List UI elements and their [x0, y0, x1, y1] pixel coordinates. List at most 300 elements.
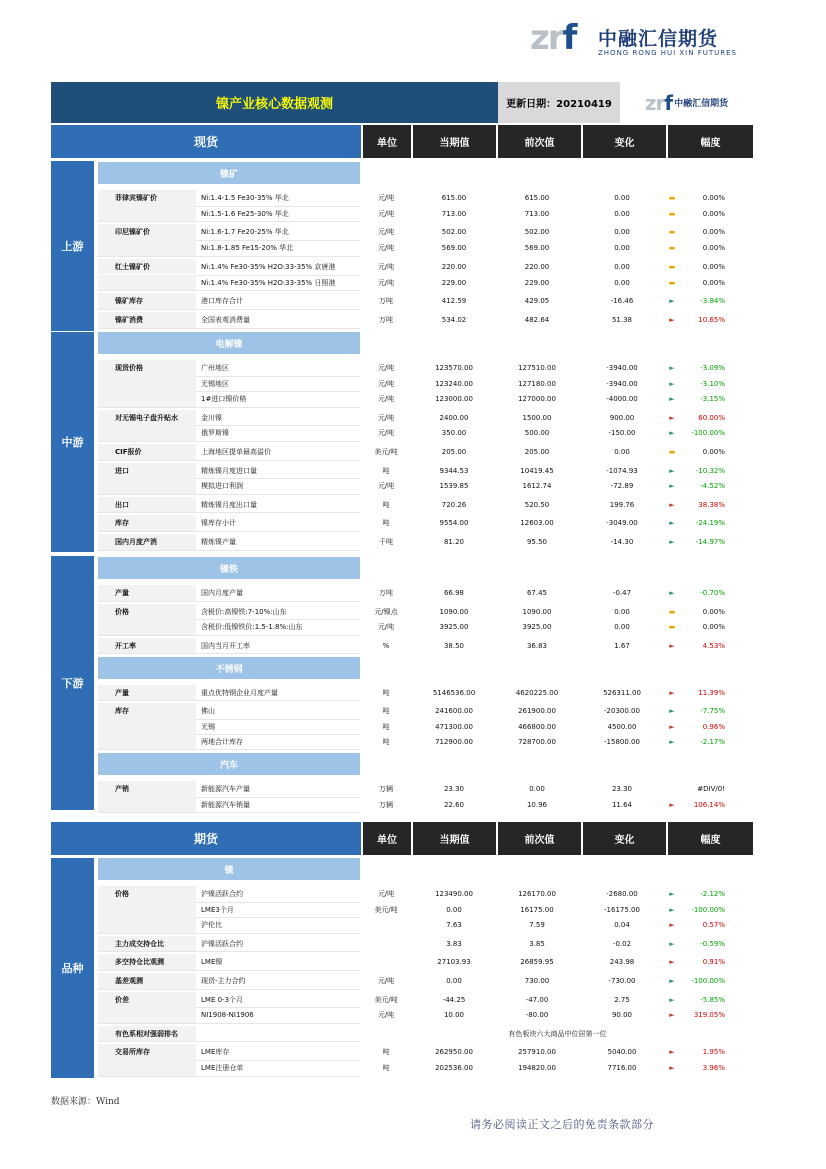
row-change: -3049.00 [606, 519, 638, 528]
unit-header: 单位 [363, 125, 411, 158]
subsection-header: 汽车 [98, 753, 360, 775]
table-row [98, 955, 753, 970]
row-current-value: 1539.85 [439, 482, 469, 491]
down-flag-icon: ► [669, 364, 675, 372]
row-previous-value: -47.00 [525, 995, 549, 1004]
row-change: -15800.00 [604, 737, 640, 746]
row-current-value: 0.00 [446, 905, 462, 914]
table-row [98, 479, 753, 494]
row-current-value: 3925.00 [439, 623, 469, 631]
row-label: 价差 [115, 995, 129, 1004]
table-row [98, 225, 753, 240]
row-label: 印尼镍矿价 [115, 228, 150, 237]
row-current-value: 1090.00 [439, 607, 469, 616]
table-row [98, 798, 753, 813]
row-change: -0.02 [612, 939, 632, 948]
row-item: 沪镍活跃合约 [201, 890, 243, 898]
section-title: 期货 [51, 822, 361, 855]
down-flag-icon: ► [669, 429, 675, 438]
row-current-value: 712900.00 [435, 737, 473, 746]
up-flag-icon: ► [669, 921, 675, 930]
row-item: 广州地区 [201, 364, 229, 372]
row-current-value: 229.00 [441, 278, 467, 287]
row-current-value: 10.00 [443, 1011, 465, 1020]
down-flag-icon: ► [669, 707, 675, 716]
row-current-value: 534.02 [441, 315, 467, 324]
row-unit: 万吨 [379, 589, 393, 597]
down-flag-icon: ► [669, 538, 675, 546]
down-flag-icon: ► [669, 589, 675, 597]
table-row [98, 918, 753, 933]
row-label: 进口 [115, 466, 129, 475]
row-change-pct: 11.39% [698, 689, 725, 697]
table-row [98, 294, 753, 309]
data-source: 数据来源：Wind [51, 1097, 120, 1107]
row-unit: 吨 [382, 722, 390, 731]
row-current-value: 615.00 [441, 194, 467, 202]
row-unit: 元/吨 [377, 623, 395, 631]
row-unit: 元/吨 [377, 890, 395, 898]
flat-marker-icon: ▬ [668, 244, 676, 253]
row-change: 0.00 [614, 607, 630, 616]
row-change-pct: -100.00% [691, 905, 725, 914]
row-previous-value: 36.83 [526, 641, 548, 650]
row-unit: 吨 [382, 737, 390, 746]
row-current-value: 350.00 [441, 429, 467, 438]
row-previous-value: 0.00 [529, 785, 545, 793]
row-change: 4500.00 [607, 722, 637, 731]
row-previous-value: 7.59 [529, 921, 545, 930]
up-flag-icon: ► [669, 315, 675, 324]
flat-marker-icon: ▬ [668, 448, 676, 456]
row-unit [362, 955, 410, 970]
row-label: 对无锡电子盘升贴水 [115, 413, 178, 422]
row-item: 沪伦比 [201, 921, 222, 930]
up-flag-icon: ► [669, 958, 675, 967]
up-flag-icon: ► [669, 413, 675, 422]
down-flag-icon: ► [669, 379, 675, 388]
table-row [98, 720, 753, 735]
row-unit: 元/吨 [377, 278, 395, 287]
table-row [98, 498, 753, 513]
table-row [98, 1061, 753, 1076]
mini-logo-cn: 中融汇信期货 [674, 99, 729, 109]
row-change: 0.00 [614, 262, 630, 271]
row-item: LME库存 [201, 1048, 230, 1057]
flat-marker-icon: ▬ [668, 228, 676, 237]
row-current-value: 7.63 [446, 921, 462, 930]
row-current-value: -44.25 [442, 995, 466, 1004]
change-header: 变化 [583, 125, 666, 158]
group-label-1: 中游 [51, 332, 94, 552]
down-flag-icon: ► [669, 995, 675, 1004]
row-item: 无锡 [201, 722, 215, 731]
row-change: 243.98 [609, 958, 635, 967]
row-item: 无锡地区 [201, 379, 229, 388]
row-previous-value: 16175.00 [520, 905, 554, 914]
row-current-value: 123000.00 [435, 395, 473, 404]
down-flag-icon: ► [669, 395, 675, 404]
row-previous-value: 229.00 [524, 278, 550, 287]
down-flag-icon: ► [669, 939, 675, 948]
row-change: -16.46 [610, 297, 634, 306]
row-change-pct: -4.52% [700, 482, 725, 491]
row-previous-value: 1090.00 [522, 607, 552, 616]
row-label: 开工率 [115, 641, 136, 650]
row-item: 精炼镍产量 [201, 538, 236, 546]
row-previous-value: 730.00 [524, 977, 550, 985]
row-change: 0.00 [614, 228, 630, 237]
row-previous-value: 482.64 [524, 315, 550, 324]
row-label: 价格 [115, 607, 129, 616]
row-unit: 元/吨 [377, 395, 395, 404]
row-label: 镍矿消费 [115, 315, 143, 324]
row-unit: 万辆 [379, 785, 393, 793]
logo-en-name: ZHONG RONG HUI XIN FUTURES [598, 49, 737, 57]
row-unit: 元/吨 [377, 1011, 395, 1020]
row-previous-value: 520.50 [524, 500, 550, 509]
row-previous-value: -80.00 [525, 1011, 549, 1020]
row-item: LME镍 [201, 958, 223, 967]
row-change-pct: 0.91% [702, 958, 725, 967]
previous-value-header: 前次值 [498, 822, 581, 855]
up-flag-icon: ► [669, 800, 675, 809]
row-change: 0.04 [614, 921, 630, 930]
row-label: 红土镍矿价 [115, 262, 150, 271]
down-flag-icon: ► [669, 466, 675, 475]
row-note: 有色板块六大商品中位居第一位 [508, 1029, 607, 1038]
row-item: 新能源汽车销量 [201, 800, 250, 809]
table-row [98, 620, 753, 635]
row-current-value: 38.50 [443, 641, 465, 650]
subsection-header: 镍矿 [98, 162, 360, 184]
row-change: 0.00 [614, 244, 630, 253]
down-flag-icon: ► [669, 977, 675, 985]
subsection-header: 镍 [98, 858, 360, 880]
row-current-value: 9554.00 [439, 519, 469, 528]
row-change-pct: -2.17% [700, 737, 725, 746]
row-change-pct: 0.00% [702, 448, 725, 456]
row-change-pct: -100.00% [691, 429, 725, 438]
row-current-value: 202536.00 [435, 1064, 473, 1072]
table-row [98, 241, 753, 256]
flat-marker-icon: ▬ [668, 623, 676, 631]
page-title: 镍产业核心数据观测 [51, 82, 498, 123]
row-change-pct: -3.10% [700, 379, 725, 388]
row-change-pct: 0.00% [702, 228, 725, 237]
row-change: 7716.00 [607, 1064, 637, 1072]
row-unit: 万吨 [379, 315, 393, 324]
table-row [98, 516, 753, 531]
row-current-value: 123240.00 [435, 379, 473, 388]
row-previous-value: 3.85 [529, 939, 545, 948]
row-change-pct: 0.00% [702, 209, 725, 218]
row-change: 11.64 [611, 800, 633, 809]
row-item: 模拟进口利润 [201, 482, 243, 491]
row-item: 国内当月开工率 [201, 641, 250, 650]
row-current-value: 3.83 [446, 939, 462, 948]
row-label: 出口 [115, 500, 129, 509]
down-flag-icon: ► [669, 482, 675, 491]
row-item: 上海地区提单最高溢价 [201, 448, 271, 456]
flat-marker-icon: ▬ [668, 262, 676, 271]
row-previous-value: 4620225.00 [515, 689, 559, 697]
table-row [98, 686, 753, 701]
row-change-pct: 10.65% [698, 315, 725, 324]
row-unit: 元/吨 [377, 429, 395, 438]
logo-mark: zrf [530, 18, 576, 58]
down-flag-icon: ► [669, 737, 675, 746]
row-change: 0.00 [614, 623, 630, 631]
row-previous-value: 12603.00 [520, 519, 554, 528]
row-current-value: 241600.00 [435, 707, 473, 716]
row-item: 重点优特钢企业月度产量 [201, 689, 278, 697]
row-current-value: 81.20 [443, 538, 465, 546]
change-header: 变化 [583, 822, 666, 855]
row-unit: 吨 [382, 1064, 390, 1072]
row-unit: 元/吨 [377, 194, 395, 202]
company-logo [530, 18, 750, 66]
group-label-0: 品种 [51, 858, 94, 1078]
row-unit: 元/镍点 [374, 607, 398, 616]
row-previous-value: 205.00 [524, 448, 550, 456]
row-current-value: 205.00 [441, 448, 467, 456]
logo-cn-name: 中融汇信期货 [598, 28, 719, 50]
row-change: 0.00 [614, 209, 630, 218]
row-change-pct: -3.09% [700, 364, 725, 372]
row-change-pct: 0.57% [702, 921, 725, 930]
row-previous-value: 95.50 [526, 538, 548, 546]
row-unit: 吨 [382, 1048, 390, 1057]
down-flag-icon: ► [669, 297, 675, 306]
row-previous-value: 127000.00 [518, 395, 556, 404]
row-label: 现货价格 [115, 364, 143, 372]
row-change: 90.00 [611, 1011, 633, 1020]
row-label: 主力成交持仓比 [115, 939, 164, 948]
up-flag-icon: ► [669, 641, 675, 650]
row-unit: 元/吨 [377, 413, 395, 422]
table-row [98, 937, 753, 952]
row-label: 库存 [115, 707, 129, 716]
row-item: 两地合计库存 [201, 737, 243, 746]
row-current-value: 220.00 [441, 262, 467, 271]
spot-header-row [51, 125, 753, 158]
title-logo [620, 82, 753, 123]
row-item: Ni:1.8-1.85 Fe15-20% 华北 [201, 244, 294, 253]
row-item: 精炼镍月度出口量 [201, 500, 257, 509]
table-row [98, 782, 753, 797]
disclaimer-note: 请务必阅读正文之后的免责条款部分 [470, 1118, 654, 1131]
row-change-pct: -3.15% [700, 395, 725, 404]
row-label: 交易所库存 [115, 1048, 150, 1057]
table-row [98, 260, 753, 275]
row-unit [362, 918, 410, 933]
table-row [98, 207, 753, 222]
table-row [98, 639, 753, 654]
row-previous-value: 500.00 [524, 429, 550, 438]
row-label: 产量 [115, 589, 129, 597]
table-row [98, 464, 753, 479]
table-row [98, 361, 753, 376]
row-item: Ni:1.4% Fe30-35% H2O:33-35% 日照港 [201, 278, 336, 287]
row-change: -14.30 [610, 538, 634, 546]
change-pct-header: 幅度 [668, 125, 753, 158]
row-previous-value: 3925.00 [522, 623, 552, 631]
table-row [98, 903, 753, 918]
row-item: 沪镍活跃合约 [201, 939, 243, 948]
row-item: 国内月度产量 [201, 589, 243, 597]
row-previous-value: 220.00 [524, 262, 550, 271]
row-unit: 吨 [382, 500, 390, 509]
row-previous-value: 26859.95 [520, 958, 554, 967]
row-change-pct: -5.85% [700, 995, 725, 1004]
row-change: -2680.00 [606, 890, 638, 898]
row-unit: 元/吨 [377, 262, 395, 271]
row-change: 23.30 [611, 785, 633, 793]
row-unit: 元/吨 [377, 379, 395, 388]
row-label: 国内月度产消 [115, 538, 157, 546]
flat-marker-icon: ▬ [668, 209, 676, 218]
row-previous-value: 10419.45 [520, 466, 554, 475]
row-change-pct: -100.00% [691, 977, 725, 985]
row-previous-value: 127180.00 [518, 379, 556, 388]
row-change-pct: -2.12% [700, 890, 725, 898]
row-unit: 万辆 [379, 800, 393, 809]
row-unit: 元/吨 [377, 364, 395, 372]
table-row [98, 535, 753, 550]
row-change: 0.00 [614, 194, 630, 202]
row-unit: 元/吨 [377, 228, 395, 237]
down-flag-icon: ► [669, 890, 675, 898]
row-item: 金川镍 [201, 413, 222, 422]
subsection-header: 电解镍 [98, 332, 360, 354]
row-change-pct: 0.00% [702, 278, 725, 287]
row-unit: 千吨 [379, 538, 393, 546]
row-item: Ni:1.6-1.7 Fe20-25% 华北 [201, 228, 289, 237]
table-row [98, 586, 753, 601]
row-current-value: 412.59 [441, 297, 467, 306]
row-item: 港口库存合计 [201, 297, 243, 306]
group-label-0: 上游 [51, 161, 94, 331]
row-change-pct: 0.00% [702, 262, 725, 271]
row-current-value: 123570.00 [435, 364, 473, 372]
row-change: -20300.00 [604, 707, 640, 716]
row-change-pct: 0.00% [702, 244, 725, 253]
row-current-value: 713.00 [441, 209, 467, 218]
title-bar [51, 82, 753, 123]
row-change: -150.00 [608, 429, 636, 438]
row-label: 基差观测 [115, 977, 143, 985]
row-unit: 万吨 [379, 297, 393, 306]
row-change-pct: 1.95% [702, 1048, 725, 1057]
row-change-pct: -24.19% [695, 519, 725, 528]
row-previous-value: 126170.00 [518, 890, 556, 898]
row-current-value: 23.30 [443, 785, 465, 793]
row-current-value: 471300.00 [435, 722, 473, 731]
row-change-pct: -10.32% [695, 466, 725, 475]
row-change: -730.00 [608, 977, 636, 985]
row-change-pct: 0.00% [702, 607, 725, 616]
row-change-pct: 4.53% [702, 641, 725, 650]
up-flag-icon: ► [669, 500, 675, 509]
row-item: LME3个月 [201, 905, 234, 914]
row-change-pct: 0.00% [702, 623, 725, 631]
row-label: 镍矿库存 [115, 297, 143, 306]
row-previous-value: 713.00 [524, 209, 550, 218]
up-flag-icon: ► [669, 1048, 675, 1057]
row-label: CIF报价 [115, 448, 142, 456]
row-previous-value: 257910.00 [518, 1048, 556, 1057]
row-unit: 元/吨 [377, 977, 395, 985]
row-label: 多空持仓比观测 [115, 958, 164, 967]
row-change: 1.67 [614, 641, 630, 650]
row-label: 产销 [115, 785, 129, 793]
row-change-pct: -0.59% [700, 939, 725, 948]
subsection-header: 镍铁 [98, 557, 360, 579]
table-row [98, 392, 753, 407]
row-change: 526311.00 [603, 689, 641, 697]
row-label: 有色系相对强弱排名 [115, 1029, 178, 1038]
table-row [98, 1045, 753, 1060]
row-current-value: 262950.00 [435, 1048, 473, 1057]
row-change-pct: -14.97% [695, 538, 725, 546]
row-unit: 吨 [382, 689, 390, 697]
unit-header: 单位 [363, 822, 411, 855]
table-row [98, 735, 753, 750]
row-unit: 美元/吨 [374, 995, 398, 1004]
row-change-pct: 319.05% [693, 1011, 725, 1020]
row-unit: 美元/吨 [374, 448, 398, 456]
row-item: 精炼镍月度进口量 [201, 466, 257, 475]
table-row [98, 411, 753, 426]
row-unit: 吨 [382, 519, 390, 528]
row-item: 佛山 [201, 707, 215, 716]
mini-logo-mark: zrf [644, 90, 673, 115]
row-change: 5040.00 [607, 1048, 637, 1057]
row-item: LME 0-3个月 [201, 995, 244, 1004]
table-row [98, 993, 753, 1008]
futures-header-row [51, 822, 753, 855]
row-unit: 吨 [382, 466, 390, 475]
table-row [98, 445, 753, 460]
row-previous-value: 127510.00 [518, 364, 556, 372]
row-current-value: 66.98 [443, 589, 465, 597]
table-row [98, 1027, 753, 1042]
current-value-header: 当期值 [413, 822, 496, 855]
row-previous-value: 261900.00 [518, 707, 556, 716]
row-change-pct: -7.75% [700, 707, 725, 716]
row-current-value: 9344.53 [439, 466, 469, 475]
row-item: NI1908-NI1906 [201, 1011, 254, 1020]
row-change-pct: 0.96% [702, 722, 725, 731]
subsection-header: 不锈钢 [98, 657, 360, 679]
table-row [98, 1008, 753, 1023]
row-item: Ni:1.5-1.6 Fe25-30% 华北 [201, 209, 289, 218]
row-item: Ni:1.4-1.5 Fe30-35% 华北 [201, 194, 289, 202]
update-date: 更新日期：20210419 [498, 82, 620, 123]
row-item: LME注册仓单 [201, 1064, 244, 1072]
table-row [98, 377, 753, 392]
row-current-value: 0.00 [446, 977, 462, 985]
up-flag-icon: ► [669, 722, 675, 731]
row-item: Ni:1.4% Fe30-35% H2O:33-35% 京唐港 [201, 262, 336, 271]
table-row [98, 974, 753, 989]
row-label: 库存 [115, 519, 129, 528]
row-item: 镍库存小计 [201, 519, 236, 528]
row-unit: 吨 [382, 707, 390, 716]
up-flag-icon: ► [669, 1064, 675, 1072]
group-label-2: 下游 [51, 556, 94, 810]
